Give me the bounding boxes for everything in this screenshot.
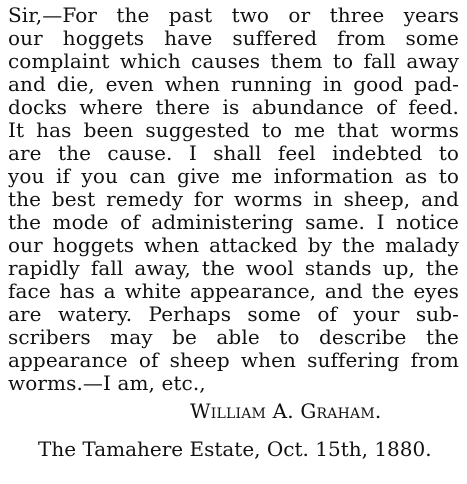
- letter-line-6: It has been suggested to me that worms: [8, 118, 459, 142]
- letter-line-13: face has a white appearance, and the eyes: [8, 279, 459, 303]
- letter-line-16: appearance of sheep when suffering from: [8, 348, 459, 372]
- letter-line-4: and die, even when running in good pad-: [8, 72, 459, 96]
- letter-line-11: our hoggets when attacked by the malady: [8, 233, 459, 257]
- signature: William A. Graham.: [190, 399, 382, 423]
- letter-line-7: are the cause. I shall feel indebted to: [8, 141, 459, 165]
- letter-line-2: our hoggets have suffered from some: [8, 26, 459, 50]
- letter-line-14: are watery. Perhaps some of your sub-: [8, 302, 459, 326]
- letter-line-17: worms.—I am, etc.,: [8, 371, 206, 395]
- letter-line-3: complaint which causes them to fall away: [8, 49, 459, 73]
- letter-line-8: you if you can give me information as to: [8, 164, 459, 188]
- letter-line-15: scribers may be able to describe the: [8, 325, 459, 349]
- letter-line-9: the best remedy for worms in sheep, and: [8, 187, 459, 211]
- letter-line-1: Sir,—For the past two or three years: [8, 3, 459, 27]
- place-date: The Tamahere Estate, Oct. 15th, 1880.: [38, 437, 432, 461]
- letter-line-12: rapidly fall away, the wool stands up, the: [8, 256, 459, 280]
- letter-line-10: the mode of administering same. I notice: [8, 210, 459, 234]
- letter-line-5: docks where there is abundance of feed.: [8, 95, 459, 119]
